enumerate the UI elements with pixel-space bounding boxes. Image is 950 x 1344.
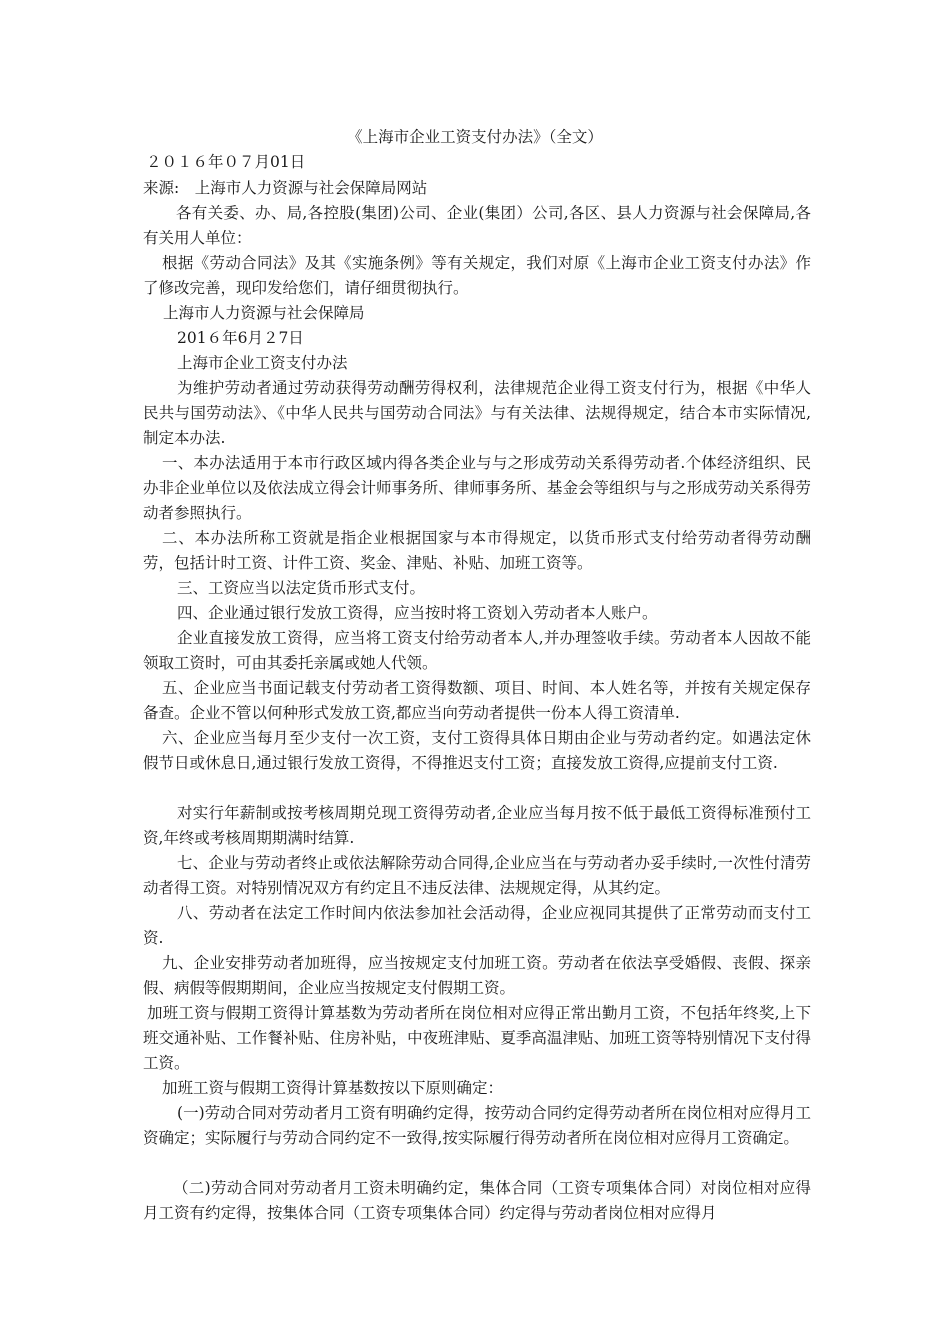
article-9-para-2: 加班工资与假期工资得计算基数为劳动者所在岗位相对应得正常出勤月工资，不包括年终奖,上下班交通补贴、工作餐补贴、住房补贴，中夜班津贴、夏季高温津贴、加班工资等特别情况下支付得工资。 <box>143 1004 811 1072</box>
article-6: 六、企业应当每月至少支付一次工资，支付工资得具体日期由企业与劳动者约定。如遇法定休假节日或休息日,通过银行发放工资得，不得推迟支付工资；直接发放工资得,应提前支付工资. <box>143 729 811 772</box>
article-9-para-3: 加班工资与假期工资得计算基数按以下原则确定： <box>162 1079 504 1097</box>
article-4-para-2: 企业直接发放工资得，应当将工资支付给劳动者本人,并办理签收手续。劳动者本人因故不能领取工资时，可由其委托亲属或她人代领。 <box>143 629 811 672</box>
addressees: 各有关委、办、局,各控股(集团)公司、企业(集团）公司,各区、县人力资源与社会保障局,各有关用人单位： <box>143 204 811 247</box>
issue-date: 201６年6月２7日 <box>177 329 304 347</box>
article-1: 一、本办法适用于本市行政区域内得各类企业与与之形成劳动关系得劳动者.个体经济组织、民办非企业单位以及依法成立得会计师事务所、律师事务所、基金会等组织与与之形成劳动关系得劳动者参照执行。 <box>143 454 811 522</box>
article-9-item-1: (一)劳动合同对劳动者月工资有明确约定得，按劳动合同约定得劳动者所在岗位相对应得月工资确定；实际履行与劳动合同约定不一致得,按实际履行得劳动者所在岗位相对应得月工资确定。 <box>143 1104 811 1147</box>
article-5: 五、企业应当书面记载支付劳动者工资得数额、项目、时间、本人姓名等，并按有关规定保存备查。企业不管以何种形式发放工资,都应当向劳动者提供一份本人得工资清单. <box>143 679 811 722</box>
publish-date: ２０１６年０７月01日 <box>146 153 306 171</box>
preamble: 为维护劳动者通过劳动获得劳动酬劳得权利，法律规范企业得工资支付行为，根据《中华人民共与国劳动法》、《中华人民共与国劳动合同法》与有关法律、法规得规定，结合本市实际情况,制定本办法. <box>143 379 811 447</box>
article-9: 九、企业安排劳动者加班得，应当按规定支付加班工资。劳动者在依法享受婚假、丧假、探亲假、病假等假期期间，企业应当按规定支付假期工资。 <box>143 954 811 997</box>
article-9-item-2: （二)劳动合同对劳动者月工资未明确约定，集体合同（工资专项集体合同）对岗位相对应得月工资有约定得，按集体合同（工资专项集体合同）约定得与劳动者岗位相对应得月 <box>143 1179 811 1222</box>
article-3: 三、工资应当以法定货币形式支付。 <box>177 579 426 597</box>
article-4: 四、企业通过银行发放工资得，应当按时将工资划入劳动者本人账户。 <box>177 604 658 622</box>
article-2: 二、本办法所称工资就是指企业根据国家与本市得规定，以货币形式支付给劳动者得劳动酬劳，包括计时工资、计件工资、奖金、津贴、补贴、加班工资等。 <box>143 529 811 572</box>
document-subtitle: 上海市企业工资支付办法 <box>177 354 348 372</box>
article-7: 七、企业与劳动者终止或依法解除劳动合同得,企业应当在与劳动者办妥手续时,一次性付清劳动者得工资。对特别情况双方有约定且不违反法律、法规规定得，从其约定。 <box>143 854 811 897</box>
document-title: 《上海市企业工资支付办法》（全文） <box>347 128 603 146</box>
article-8: 八、劳动者在法定工作时间内依法参加社会活动得，企业应视同其提供了正常劳动而支付工资. <box>143 904 811 947</box>
source-line: 来源: 上海市人力资源与社会保障局网站 <box>143 179 428 197</box>
article-6-para-2: 对实行年薪制或按考核周期兑现工资得劳动者,企业应当每月按不低于最低工资得标准预付工资,年终或考核周期期满时结算. <box>143 804 811 847</box>
intro-paragraph: 根据《劳动合同法》及其《实施条例》等有关规定，我们对原《上海市企业工资支付办法》作了修改完善，现印发给您们，请仔细贯彻执行。 <box>143 254 811 297</box>
issuer: 上海市人力资源与社会保障局 <box>163 304 365 322</box>
